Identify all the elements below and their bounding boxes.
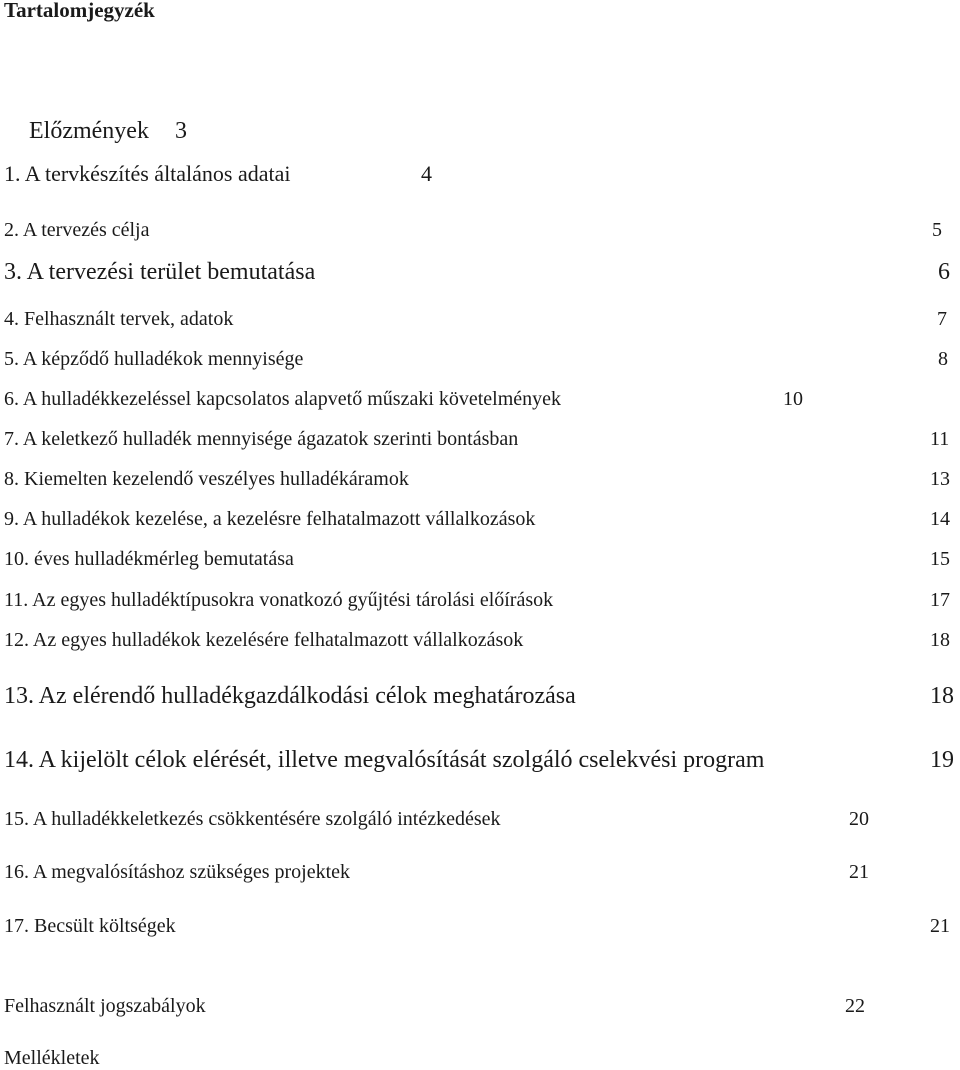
toc-entry-page: 21 [930, 915, 950, 937]
toc-entry-page: 10 [783, 388, 803, 410]
toc-entry-page: 22 [845, 995, 865, 1017]
toc-entry-label: 10. éves hulladékmérleg bemutatása [4, 548, 294, 570]
toc-entry-label: 9. A hulladékok kezelése, a kezelésre felhatalmazott vállalkozások [4, 508, 536, 530]
toc-entry-page: 8 [938, 348, 948, 370]
toc-entry-label: 3. A tervezési terület bemutatása [4, 259, 316, 285]
toc-entry-label: 6. A hulladékkezeléssel kapcsolatos alapvető műszaki követelmények [4, 388, 562, 410]
toc-entry-page: 17 [930, 589, 950, 611]
toc-entry-label: 13. Az elérendő hulladékgazdálkodási célok meghatározása [4, 683, 576, 709]
toc-entry-page: 11 [930, 428, 950, 450]
toc-entry-page: 6 [938, 259, 950, 285]
toc-entry-page: 3 [175, 118, 187, 144]
toc-entry-label: Mellékletek [4, 1047, 100, 1069]
toc-entry-label: 7. A keletkező hulladék mennyisége ágazatok szerinti bontásban [4, 428, 519, 450]
toc-entry-page: 21 [849, 861, 869, 883]
toc-entry-page: 13 [930, 468, 950, 490]
toc-entry-page: 5 [932, 219, 942, 241]
toc-entry-label: 5. A képződő hulladékok mennyisége [4, 348, 304, 370]
toc-entry-label: 14. A kijelölt célok elérését, illetve megvalósítását szolgáló cselekvési program [4, 747, 765, 773]
toc-entry-label: 4. Felhasznált tervek, adatok [4, 308, 234, 330]
toc-entry-label: 16. A megvalósításhoz szükséges projektek [4, 861, 351, 883]
toc-entry-page: 4 [421, 161, 432, 186]
toc-entry-page: 7 [937, 308, 947, 330]
toc-entry-label: Felhasznált jogszabályok [4, 995, 206, 1017]
toc-entry-label: Előzmények [29, 118, 149, 144]
toc-entry-page: 14 [930, 508, 950, 530]
toc-entry-page: 20 [849, 808, 869, 830]
toc-entry-label: 15. A hulladékkeletkezés csökkentésére szolgáló intézkedések [4, 808, 501, 830]
toc-entry-label: 12. Az egyes hulladékok kezelésére felhatalmazott vállalkozások [4, 629, 524, 651]
page-title: Tartalomjegyzék [4, 0, 155, 22]
toc-entry-label: 1. A tervkészítés általános adatai [4, 161, 291, 186]
toc-entry-label: 17. Becsült költségek [4, 915, 176, 937]
toc-entry-label: 11. Az egyes hulladéktípusokra vonatkozó gyűjtési tárolási előírások [4, 589, 554, 611]
toc-entry-page: 19 [930, 747, 954, 773]
toc-entry-page: 18 [930, 683, 954, 709]
toc-entry-page: 15 [930, 548, 950, 570]
toc-entry-page: 18 [930, 629, 950, 651]
toc-entry-label: 2. A tervezés célja [4, 219, 150, 241]
toc-entry-label: 8. Kiemelten kezelendő veszélyes hulladékáramok [4, 468, 409, 490]
